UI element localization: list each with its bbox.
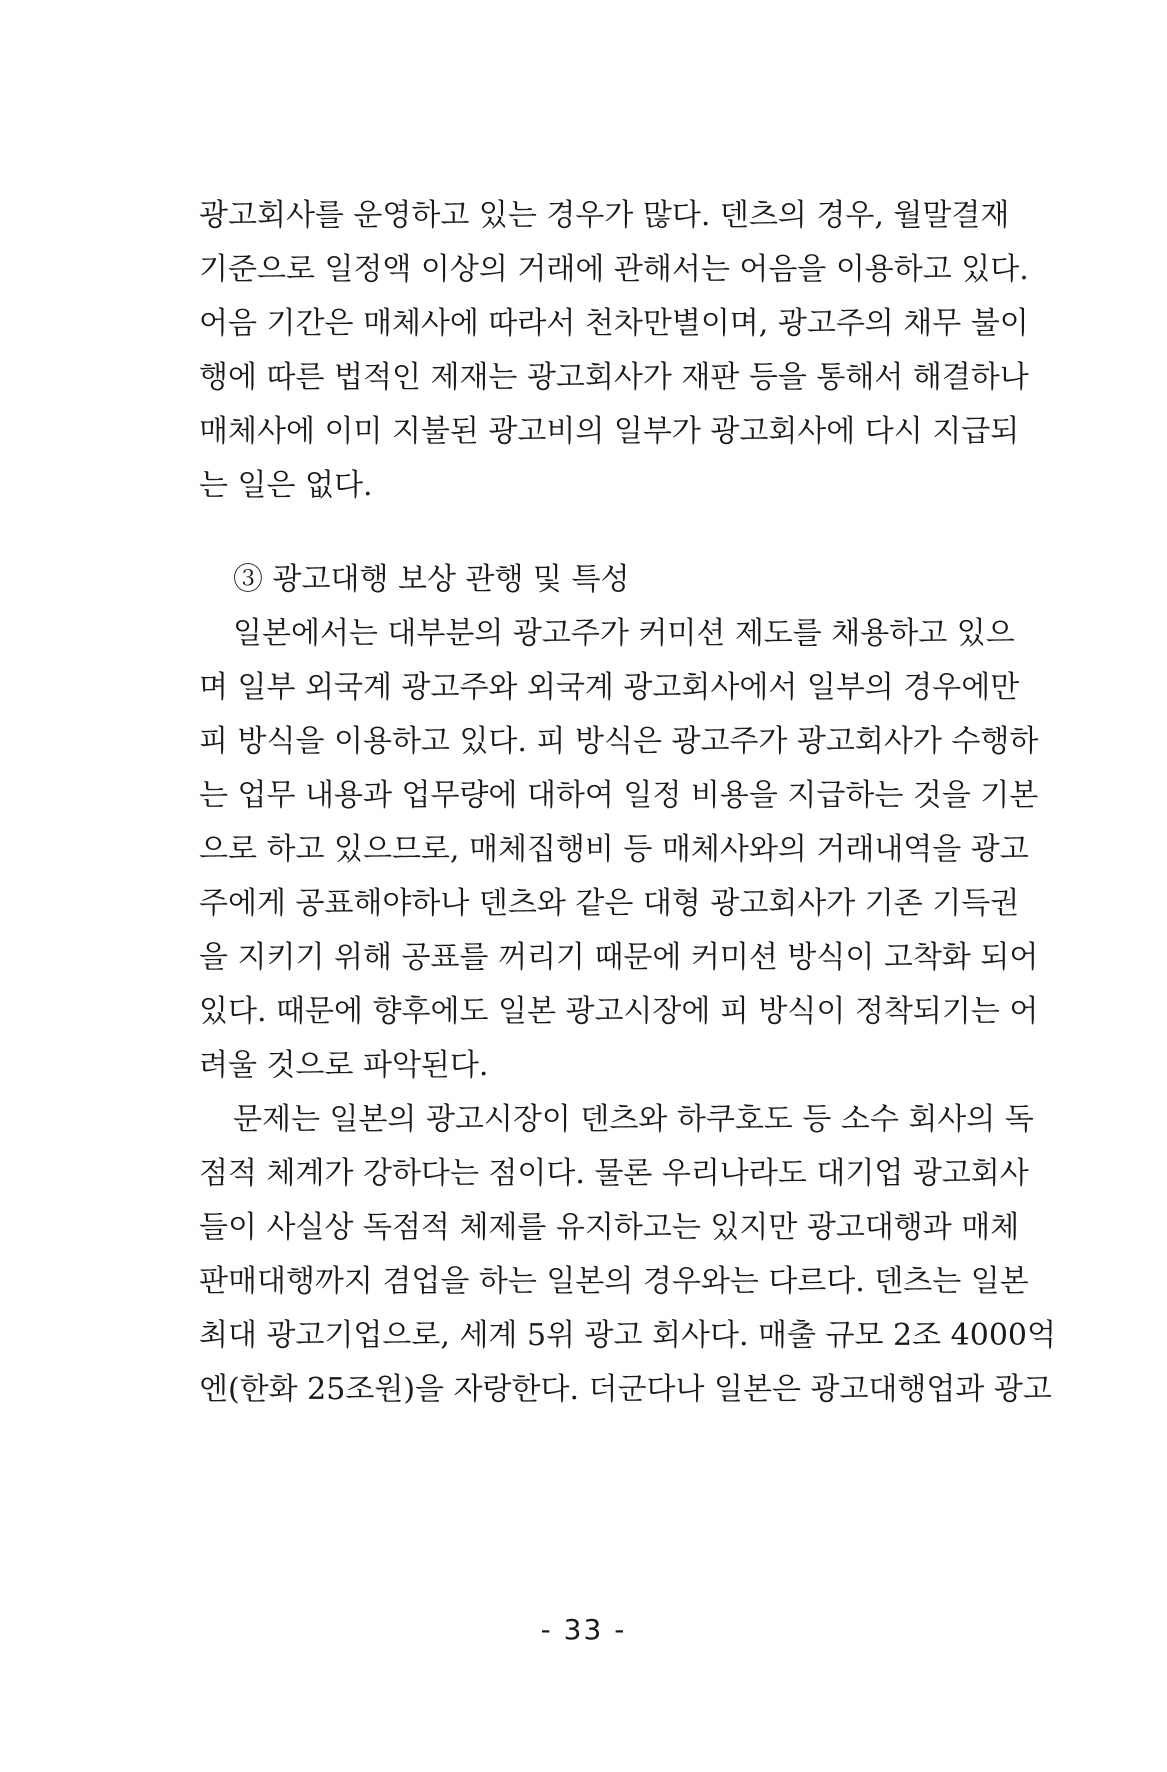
text-line: 으로 하고 있으므로, 매체집행비 등 매체사와의 거래내역을 광고 bbox=[199, 832, 1029, 867]
text-line: 점적 체계가 강하다는 점이다. 물론 우리나라도 대기업 광고회사 bbox=[199, 1156, 1029, 1191]
text-line: 문제는 일본의 광고시장이 덴츠와 하쿠호도 등 소수 회사의 독 bbox=[233, 1102, 1034, 1137]
section-heading: ③ 광고대행 보상 관행 및 특성 bbox=[233, 562, 630, 597]
text-line: 피 방식을 이용하고 있다. 피 방식은 광고주가 광고회사가 수행하 bbox=[199, 724, 1039, 759]
text-line: 최대 광고기업으로, 세계 5위 광고 회사다. 매출 규모 2조 4000억 bbox=[199, 1318, 1056, 1353]
text-line: 행에 따른 법적인 제재는 광고회사가 재판 등을 통해서 해결하나 bbox=[199, 360, 1029, 395]
text-line: 기준으로 일정액 이상의 거래에 관해서는 어음을 이용하고 있다. bbox=[199, 252, 1029, 287]
text-line: 을 지키기 위해 공표를 꺼리기 때문에 커미션 방식이 고착화 되어 bbox=[199, 940, 1039, 975]
text-line: 있다. 때문에 향후에도 일본 광고시장에 피 방식이 정착되기는 어 bbox=[199, 994, 1039, 1029]
text-line: 주에게 공표해야하나 덴츠와 같은 대형 광고회사가 기존 기득권 bbox=[199, 886, 1020, 921]
text-line: 매체사에 이미 지불된 광고비의 일부가 광고회사에 다시 지급되 bbox=[199, 414, 1020, 449]
text-line: 는 일은 없다. bbox=[199, 468, 373, 503]
text-line: 일본에서는 대부분의 광고주가 커미션 제도를 채용하고 있으 bbox=[233, 616, 1015, 651]
text-line: 엔(한화 25조원)을 자랑한다. 더군다나 일본은 광고대행업과 광고 bbox=[199, 1372, 1052, 1407]
text-line: 는 업무 내용과 업무량에 대하여 일정 비용을 지급하는 것을 기본 bbox=[199, 778, 1039, 813]
text-line: 판매대행까지 겸업을 하는 일본의 경우와는 다르다. 덴츠는 일본 bbox=[199, 1264, 1029, 1299]
page-number: - 33 - bbox=[540, 1613, 627, 1646]
text-line: 들이 사실상 독점적 체제를 유지하고는 있지만 광고대행과 매체 bbox=[199, 1210, 1020, 1245]
text-line: 어음 기간은 매체사에 따라서 천차만별이며, 광고주의 채무 불이 bbox=[199, 306, 1029, 341]
text-line: 며 일부 외국계 광고주와 외국계 광고회사에서 일부의 경우에만 bbox=[199, 670, 1020, 705]
text-line: 광고회사를 운영하고 있는 경우가 많다. 덴츠의 경우, 월말결재 bbox=[199, 198, 1010, 233]
text-line: 려울 것으로 파악된다. bbox=[199, 1048, 489, 1083]
